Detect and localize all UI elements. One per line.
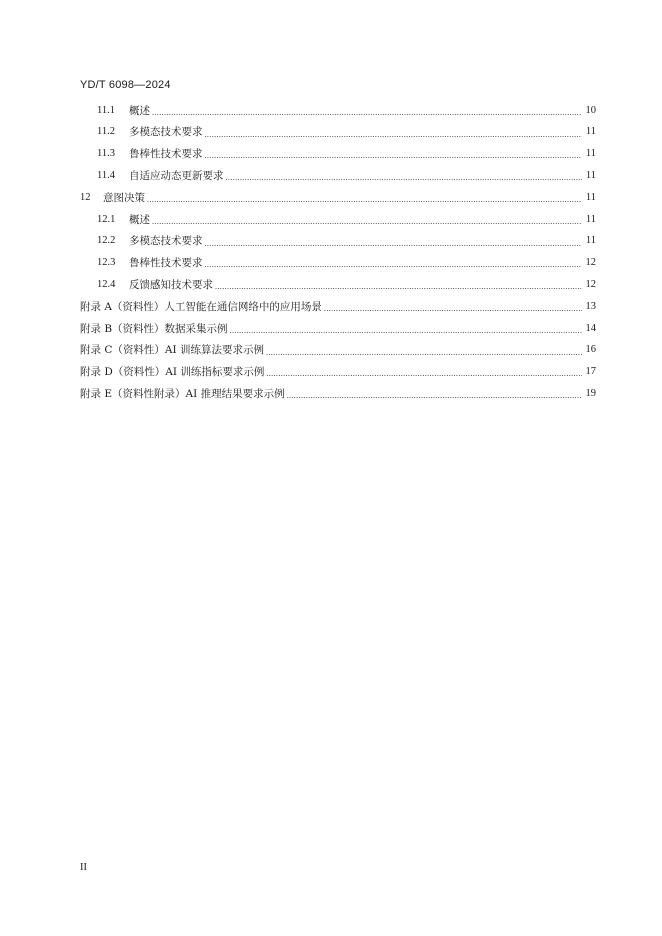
toc-leader-dots <box>324 305 582 313</box>
toc-leader-dots <box>205 131 583 139</box>
toc-entry-number: 11.1 <box>97 104 115 116</box>
toc-entry-number: 12.1 <box>97 213 116 225</box>
toc-entry-page: 12 <box>585 257 596 269</box>
toc-entry-11-4[interactable] <box>80 165 596 187</box>
toc-entry-annex-e[interactable] <box>80 383 596 405</box>
toc-entry-page: 19 <box>585 388 596 399</box>
toc-entry-title: 反馈感知技术要求 <box>129 279 213 292</box>
toc-leader-dots <box>147 196 582 204</box>
toc-leader-dots <box>205 152 583 160</box>
toc-entry-number: 11.4 <box>97 170 115 182</box>
toc-entry-page: 12 <box>585 279 596 291</box>
toc-entry-11-3[interactable] <box>80 144 596 166</box>
toc-entry-page: 10 <box>585 104 596 116</box>
toc-entry-title: 鲁棒性技术要求 <box>129 257 203 270</box>
toc-entry-title: 多模态技术要求 <box>129 235 203 248</box>
toc-entry-annex-d[interactable] <box>80 362 596 384</box>
toc-leader-dots <box>152 109 582 117</box>
table-of-contents <box>80 100 596 405</box>
toc-entry-annex-a[interactable] <box>80 296 596 318</box>
toc-entry-page: 14 <box>585 322 596 334</box>
toc-entry-11-1[interactable] <box>80 100 596 122</box>
toc-entry-12-1[interactable] <box>80 209 596 231</box>
toc-entry-number: 11.2 <box>97 126 115 138</box>
toc-leader-dots <box>215 283 582 291</box>
toc-entry-12-4[interactable] <box>80 274 596 296</box>
toc-entry-page: 11 <box>585 213 596 225</box>
toc-leader-dots <box>287 392 582 400</box>
toc-entry-title: 概述 <box>129 104 150 117</box>
toc-entry-number: 12.3 <box>97 257 116 269</box>
toc-leader-dots <box>152 218 582 226</box>
toc-entry-title: 多模态技术要求 <box>129 126 203 139</box>
toc-entry-title: 鲁棒性技术要求 <box>129 148 203 161</box>
toc-entry-11-2[interactable] <box>80 122 596 144</box>
toc-entry-page: 11 <box>585 148 596 160</box>
toc-entry-title: 附录 C（资料性）AI 训练算法要求示例 <box>80 344 264 357</box>
toc-entry-title: 意图决策 <box>103 191 145 204</box>
toc-entry-12-2[interactable] <box>80 231 596 253</box>
toc-entry-annex-b[interactable] <box>80 318 596 340</box>
toc-entry-number: 11.3 <box>97 148 115 160</box>
toc-entry-title: 附录 A（资料性）人工智能在通信网络中的应用场景 <box>80 300 322 313</box>
toc-entry-page: 13 <box>585 300 596 312</box>
toc-leader-dots <box>230 327 582 335</box>
toc-entry-number: 12.2 <box>97 235 116 247</box>
toc-entry-annex-c[interactable] <box>80 340 596 362</box>
toc-entry-page: 11 <box>585 235 596 247</box>
toc-entry-title: 概述 <box>129 213 150 226</box>
toc-entry-page: 11 <box>585 191 596 203</box>
toc-entry-title: 附录 B（资料性）数据采集示例 <box>80 322 228 335</box>
toc-entry-page: 11 <box>585 126 596 138</box>
toc-leader-dots <box>205 240 583 248</box>
toc-entry-page: 16 <box>585 344 596 356</box>
toc-leader-dots <box>205 261 583 269</box>
toc-entry-title: 附录 D（资料性）AI 训练指标要求示例 <box>80 366 265 379</box>
toc-entry-12-3[interactable] <box>80 253 596 275</box>
standard-number-header: YD/T 6098—2024 <box>80 79 171 91</box>
toc-entry-page: 17 <box>585 366 596 378</box>
toc-leader-dots <box>266 349 582 357</box>
toc-entry-title: 自适应动态更新要求 <box>129 170 224 183</box>
toc-entry-page: 11 <box>585 170 596 182</box>
toc-leader-dots <box>226 174 583 182</box>
toc-leader-dots <box>266 370 582 378</box>
toc-entry-title: 附录 E（资料性附录）AI 推理结果要求示例 <box>80 388 285 400</box>
toc-entry-number: 12 <box>80 191 91 203</box>
page-number-footer: II <box>80 862 87 873</box>
toc-entry-12[interactable] <box>80 187 596 209</box>
toc-entry-number: 12.4 <box>97 279 116 291</box>
